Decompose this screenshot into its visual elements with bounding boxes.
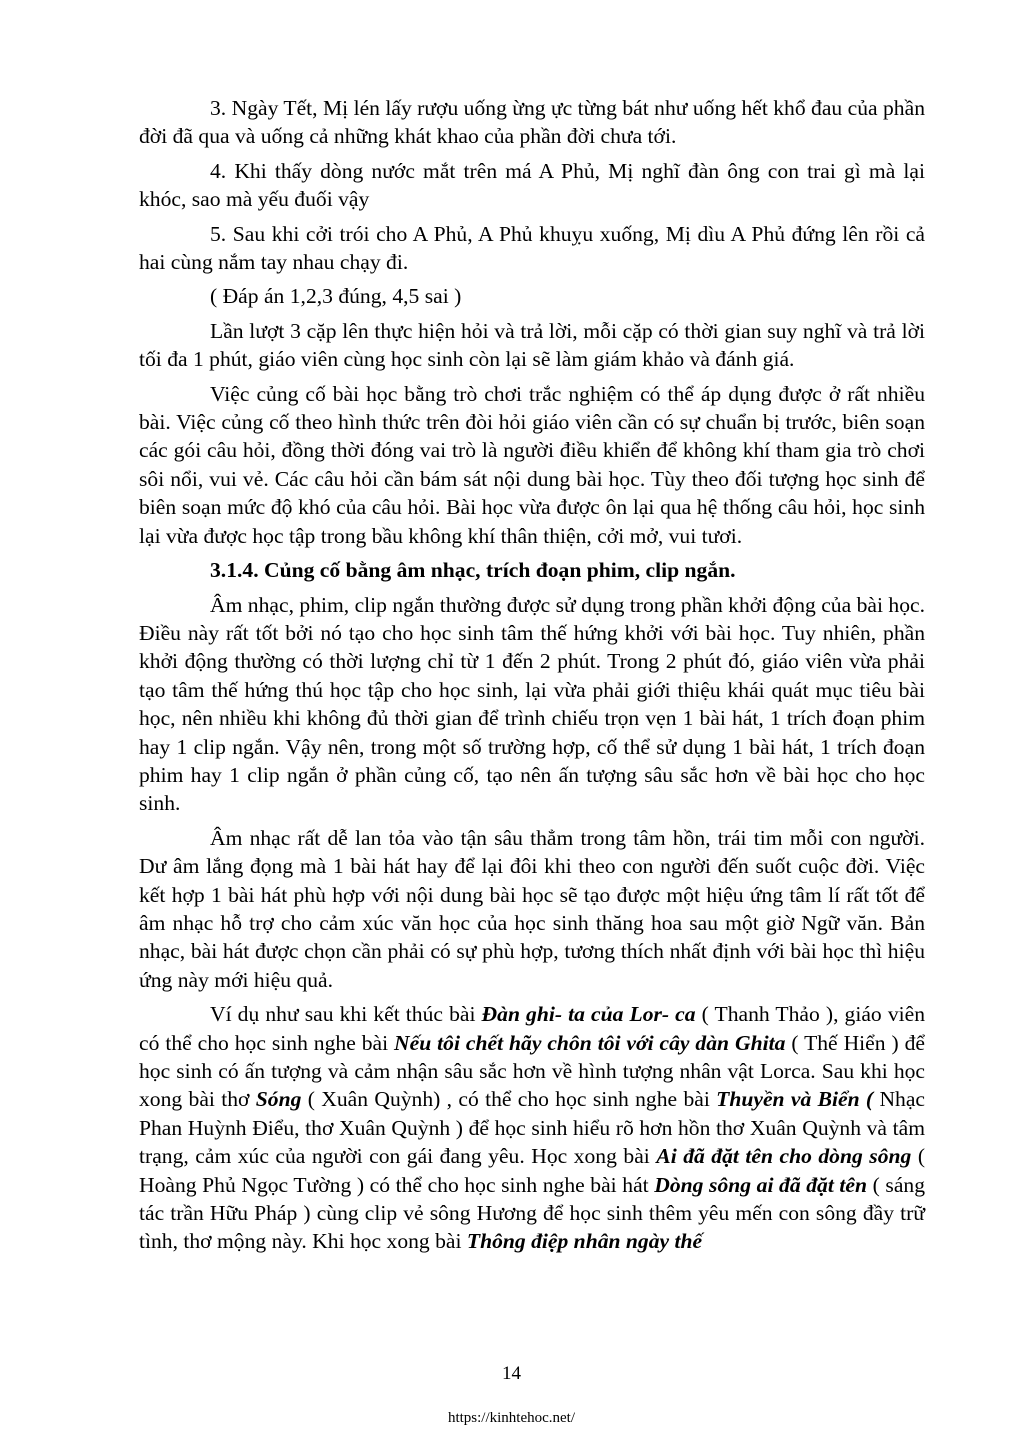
page-number: 14 <box>502 1363 521 1384</box>
paragraph-music-effect: Âm nhạc rất dễ lan tỏa vào tận sâu thẳm trong tâm hồn, trái tim mỗi con người. Dư âm lắng đọng mà 1 bài hát hay để lại đôi khi theo con người đến suốt cuộc đời. Việc kết hợp 1 bài hát phù hợp với nội dung bài học sẽ tạo được một hiệu ứng tâm lí rất tốt để âm nhạc hỗ trợ cho cảm xúc văn học của học sinh thăng hoa sau một giờ Ngữ văn. Bản nhạc, bài hát được chọn cần phải có sự phù hợp, tương thích nhất định với bài học thì hiệu ứng này mới hiệu quả. <box>139 825 925 992</box>
example-text: ( Hoàng Phủ Ngọc Tường ) có thể cho học sinh nghe bài hát <box>139 1144 926 1197</box>
work-title: Sóng <box>255 1087 302 1112</box>
paragraph-quiz-summary: Việc củng cố bài học bằng trò chơi trắc nghiệm có thể áp dụng được ở rất nhiều bài. Việc củng cố theo hình thức trên đòi hỏi giáo viên cần có sự chuẩn bị trước, biên soạn các gói câu hỏi, đồng thời đóng vai trò là người điều khiển để không khí tham gia trò chơi sôi nổi, vui vẻ. Các câu hỏi cần bám sát nội dung bài học. Tùy theo đối tượng học sinh để biên soạn mức độ khó của câu hỏi. Bài học vừa được ôn lại qua hệ thống câu hỏi, học sinh lại vừa được học tập trong bầu không khí thân thiện, cởi mở, vui tươi. <box>139 381 925 548</box>
footer-url: https://kinhtehoc.net/ <box>447 1410 576 1426</box>
example-text: Ví dụ như sau khi kết thúc bài <box>210 1002 482 1027</box>
example-text: ( sáng tác trần Hữu Pháp ) cùng clip vẻ sông Hương để học sinh thêm yêu mến con sông đầy trữ tình, thơ mộng này. Khi học xong bài <box>139 1172 925 1254</box>
paragraph-item-3: 3. Ngày Tết, Mị lén lấy rượu uống ừng ực từng bát như uống hết khổ đau của phần đời đã qua và uống cả những khát khao của phần đời chưa tới. <box>139 96 925 149</box>
song-title: Nếu tôi chết hãy chôn tôi với cây dàn Ghita <box>394 1030 786 1055</box>
example-text: Nhạc Phan Huỳnh Điểu, thơ Xuân Quỳnh ) để học sinh hiểu rõ hơn hồn thơ Xuân Quỳnh và tâm trạng, cảm xúc của người con gái đang yêu. Học xong bài <box>139 1087 925 1169</box>
paragraph-example <box>139 1000 925 1256</box>
song-title: Thuyền và Biển ( <box>716 1087 874 1112</box>
work-title: Thông điệp nhân ngày thế <box>466 1229 703 1254</box>
work-title: Đàn ghi- ta của Lor- ca <box>481 1002 696 1027</box>
paragraph-item-4: 4. Khi thấy dòng nước mắt trên má A Phủ, Mị nghĩ đàn ông con trai gì mà lại khóc, sao mà yếu đuối vậy <box>139 158 925 212</box>
example-text: ( Xuân Quỳnh) , có thể cho học sinh nghe bài <box>301 1087 717 1112</box>
example-text: ( Thanh Thảo ), giáo viên có thể cho học sinh nghe bài <box>139 1002 926 1055</box>
paragraph-procedure: Lần lượt 3 cặp lên thực hiện hỏi và trả lời, mỗi cặp có thời gian suy nghĩ và trả lời tối đa 1 phút, giáo viên cùng học sinh còn lại sẽ làm giám khảo và đánh giá. <box>139 318 925 372</box>
paragraph-music-intro: Âm nhạc, phim, clip ngắn thường được sử dụng trong phần khởi động của bài học. Điều này rất tốt bởi nó tạo cho học sinh tâm thế hứng khởi với bài học. Tuy nhiên, phần khởi động thường có thời lượng chỉ từ 1 đến 2 phút. Trong 2 phút đó, giáo viên vừa phải tạo tâm thế hứng thú học tập cho học sinh, lại vừa phải giới thiệu khái quát mục tiêu bài học, nên nhiều khi không đủ thời gian để trình chiếu trọn vẹn 1 bài hát, 1 trích đoạn phim hay 1 clip ngắn. Vậy nên, trong một số trường hợp, cố thể sử dụng 1 bài hát, 1 trích đoạn phim hay 1 clip ngắn ở phần củng cố, tạo nên ấn tượng sâu sắc hơn về bài học cho học sinh. <box>139 592 925 816</box>
work-title: Ai đã đặt tên cho dòng sông <box>656 1144 912 1169</box>
song-title: Dòng sông ai đã đặt tên <box>654 1172 868 1197</box>
document-page <box>139 94 925 1262</box>
section-heading: 3.1.4. Củng cố bằng âm nhạc, trích đoạn phim, clip ngắn. <box>210 558 736 583</box>
paragraph-item-5: 5. Sau khi cởi trói cho A Phủ, A Phủ khuỵu xuống, Mị dìu A Phủ đứng lên rồi cả hai cùng nắm tay nhau chạy đi. <box>139 221 925 275</box>
example-text: ( Thế Hiển ) để học sinh có ấn tượng và cảm nhận sâu sắc hơn về hình tượng nhân vật Lorca. Sau khi học xong bài thơ <box>139 1030 925 1112</box>
answer-key: ( Đáp án 1,2,3 đúng, 4,5 sai ) <box>210 284 462 309</box>
